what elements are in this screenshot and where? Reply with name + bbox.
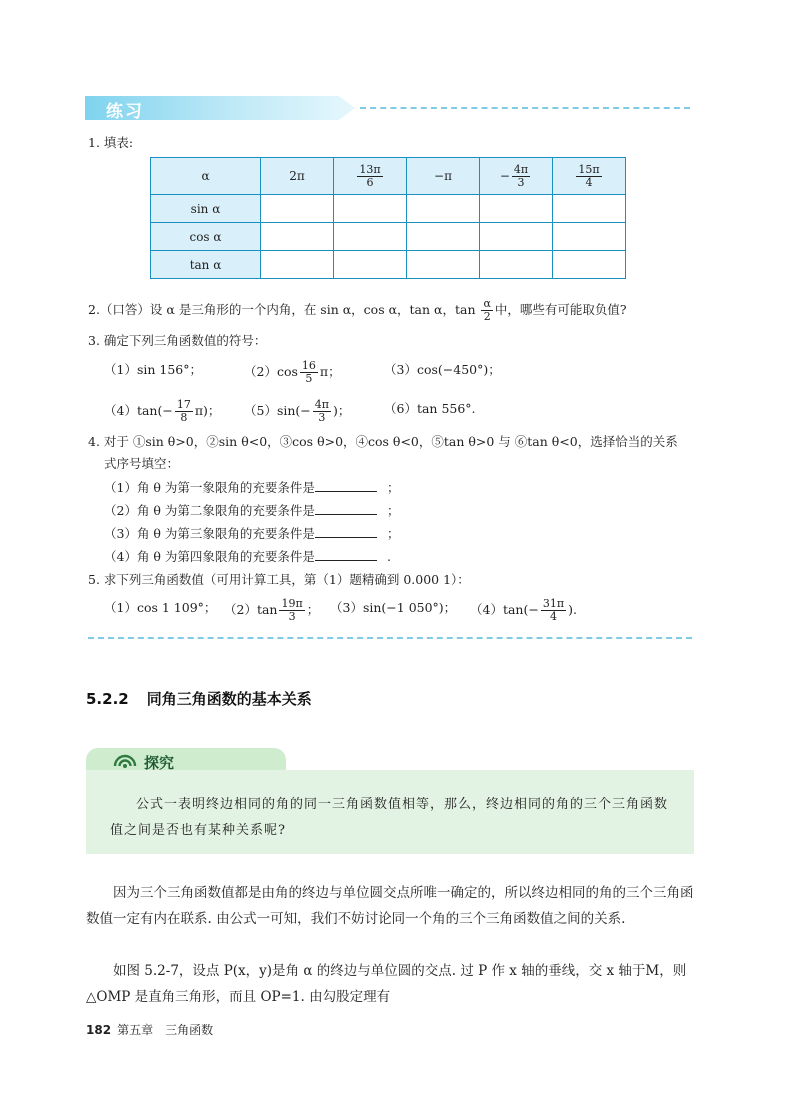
body-paragraph-2: 如图 5.2-7，设点 P(x，y)是角 α 的终边与单位圆的交点. 过 P 作 x 轴的垂线，交 x 轴于M，则△OMP 是直角三角形，而且 OP=1. 由勾股定理有 [86, 963, 687, 1005]
explore-text: 公式一表明终边相同的角的同一三角函数值相等，那么，终边相同的角的三个三角函数值之间是否也有某种关系呢? [110, 797, 669, 838]
q4-text-line-2: 式序号填空： [104, 456, 180, 471]
section-heading [86, 688, 312, 709]
fill-table [150, 157, 626, 279]
q3-item-1: （1）sin 156°； [104, 362, 202, 377]
answer-blank[interactable] [315, 500, 377, 515]
q5-item-1: （1）cos 1 109°； [104, 600, 217, 615]
q3-label: 3. 确定下列三角函数值的符号： [88, 333, 267, 348]
table-cell[interactable] [261, 195, 334, 223]
table-cell[interactable] [480, 223, 553, 251]
q4-item: （3）角 θ 为第三象限角的充要条件是 ； [104, 523, 399, 544]
q3-item-3: （3）cos(−450°)； [384, 362, 501, 377]
table-cell[interactable] [553, 223, 626, 251]
q5-item-2: （2）tan $\frac{19\pi}{3}$ ； [224, 597, 320, 623]
q4-item: （2）角 θ 为第二象限角的充要条件是 ； [104, 500, 399, 521]
q3-item-5: （5）sin(− $\frac{4\pi}{3}$ )； [244, 398, 351, 424]
q5-item-3: （3）sin(−1 050°)； [330, 600, 457, 615]
table-cell[interactable] [334, 223, 407, 251]
answer-blank[interactable] [315, 546, 377, 561]
body-paragraph-1: 因为三个三角函数值都是由角的终边与单位圆交点所唯一确定的，所以终边相同的角的三个三角函数值一定有内在联系. 由公式一可知，我们不妨讨论同一个角的三个三角函数值之间的关系. [86, 885, 694, 927]
table-cell[interactable] [407, 195, 480, 223]
q1-label: 1. 填表: [88, 135, 134, 150]
table-cell[interactable] [480, 251, 553, 279]
table-header-angle: 2π [261, 158, 334, 195]
table-row-label: sin α [151, 195, 261, 223]
q4-item: （4）角 θ 为第四象限角的充要条件是 . [104, 546, 391, 567]
page-footer [86, 1021, 213, 1038]
dashed-divider-bottom [88, 637, 692, 639]
q3-item-6: （6）tan 556°. [384, 401, 476, 416]
table-header-angle: $\frac{15\pi}{4}$ [553, 158, 626, 195]
table-header-angle: $\frac{13\pi}{6}$ [334, 158, 407, 195]
section-number: 5.2.2 [86, 690, 129, 708]
table-cell[interactable] [261, 251, 334, 279]
dashed-divider-top [360, 107, 690, 109]
answer-blank[interactable] [315, 523, 377, 538]
table-cell[interactable] [407, 223, 480, 251]
table-cell[interactable] [334, 251, 407, 279]
explore-icon [112, 751, 138, 769]
answer-blank[interactable] [315, 477, 377, 492]
q5-label: 5. 求下列三角函数值（可用计算工具，第（1）题精确到 0.000 1）： [88, 572, 470, 587]
table-cell[interactable] [553, 251, 626, 279]
page-number: 182 [86, 1023, 112, 1037]
explore-title: 探究 [144, 754, 175, 772]
q2-text: 2.（口答）设 α 是三角形的一个内角，在 sin α，cos α，tan α，tan $\frac{\alpha}{2}$ 中，哪些有可能取负值? [88, 297, 627, 323]
q4-item: （1）角 θ 为第一象限角的充要条件是 ； [104, 477, 399, 498]
q4-text-line-1: 4. 对于 ①sin θ>0，②sin θ<0，③cos θ>0，④cos θ<0，⑤tan θ>0 与 ⑥tan θ<0，选择恰当的关系 [88, 434, 678, 449]
exercise-title: 练习 [106, 102, 144, 122]
section-title: 同角三角函数的基本关系 [146, 690, 312, 708]
table-row-label: cos α [151, 223, 261, 251]
table-cell[interactable] [334, 195, 407, 223]
table-cell[interactable] [261, 223, 334, 251]
table-cell[interactable] [480, 195, 553, 223]
table-row-label: tan α [151, 251, 261, 279]
chapter-label: 第五章 三角函数 [117, 1023, 214, 1037]
table-cell[interactable] [407, 251, 480, 279]
table-header-alpha: α [151, 158, 261, 195]
q5-item-4: （4）tan(− $\frac{31\pi}{4}$ ). [470, 597, 577, 623]
table-header-angle: − $\frac{4\pi}{3}$ [480, 158, 553, 195]
q3-item-2: （2）cos $\frac{16}{5}$ π； [244, 359, 341, 385]
table-header-angle: −π [407, 158, 480, 195]
q3-item-4: （4）tan(− $\frac{17}{8}$ π)； [104, 398, 221, 424]
table-cell[interactable] [553, 195, 626, 223]
